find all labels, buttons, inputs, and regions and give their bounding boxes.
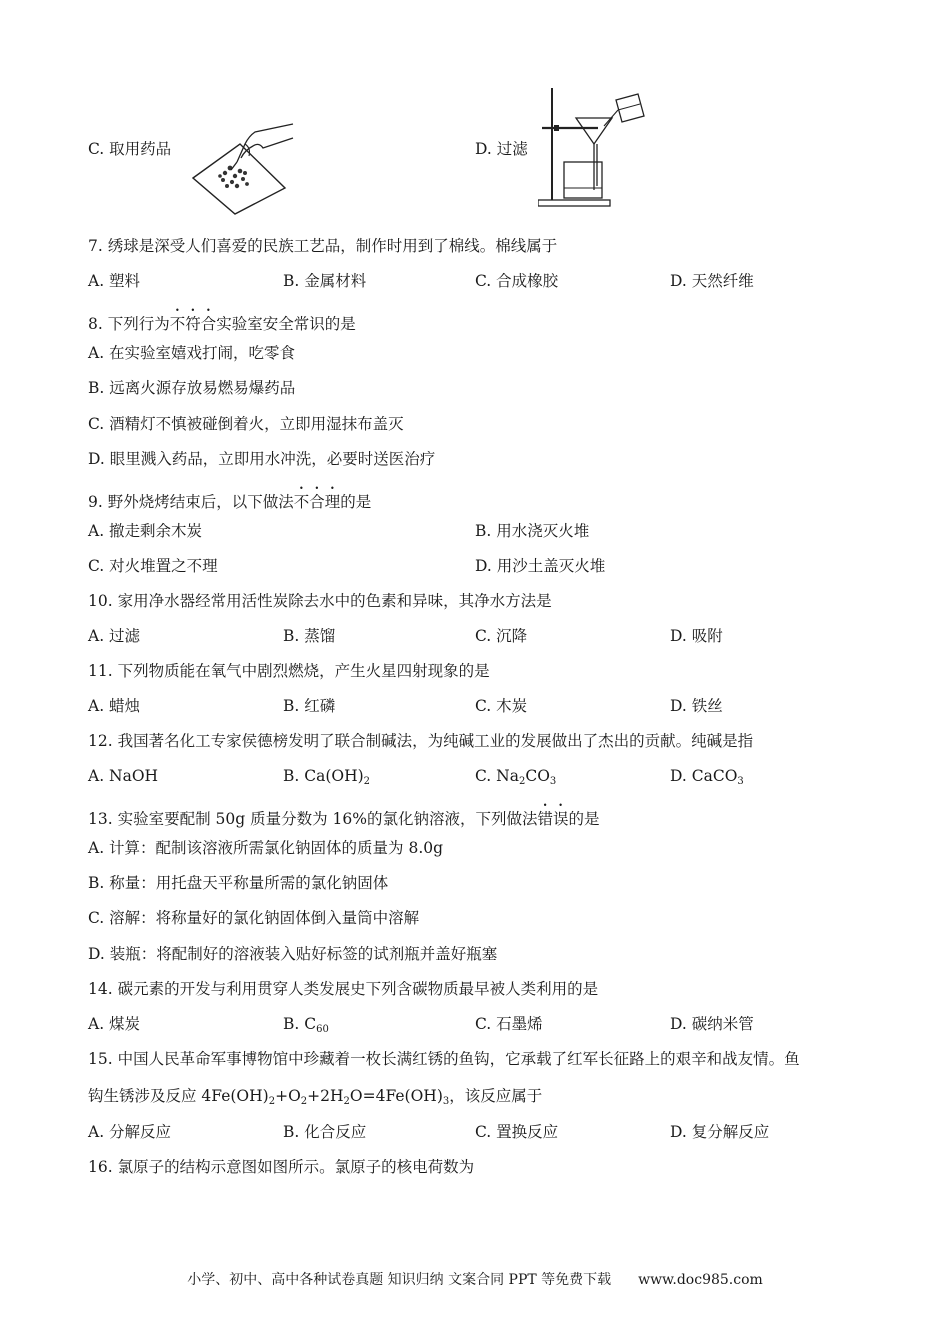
option-d-filtration: D. 过滤 [475, 140, 528, 158]
q15-stem-line1: 15. 中国人民革命军事博物馆中珍藏着一枚长满红锈的鱼钩，它承载了红军长征路上的艰辛和战友情。鱼 [88, 1050, 800, 1068]
q13-stem: 13. 实验室要配制 50g 质量分数为 16%的氯化钠溶液，下列做法错误的是 [88, 810, 600, 828]
q16-stem: 16. 氯原子的结构示意图如图所示。氯原子的核电荷数为 [88, 1158, 475, 1176]
q10-option-d: D. 吸附 [670, 627, 723, 645]
q12-option-a: A. NaOH [88, 767, 159, 785]
q11-stem: 11. 下列物质能在氧气中剧烈燃烧，产生火星四射现象的是 [88, 662, 490, 680]
q10-stem: 10. 家用净水器经常用活性炭除去水中的色素和异味，其净水方法是 [88, 592, 552, 610]
q8-option-a: A. 在实验室嬉戏打闹，吃零食 [88, 344, 296, 362]
q9-emphasis: 不合理 [293, 493, 341, 511]
q7-options [88, 271, 868, 291]
filtration-figure [538, 86, 648, 210]
q15-options [88, 1122, 868, 1142]
q15-option-b: B. 化合反应 [283, 1123, 367, 1141]
q11-option-b: B. 红磷 [283, 697, 336, 715]
q12-option-d: D. CaCO$_3$ [670, 767, 744, 787]
q9-options-row2 [88, 556, 868, 576]
q14-option-d: D. 碳纳米管 [670, 1015, 754, 1033]
q8-option-c: C. 酒精灯不慎被碰倒着火，立即用湿抹布盖灭 [88, 415, 404, 433]
q13-emphasis: 错误 [537, 810, 569, 828]
q10-option-a: A. 过滤 [88, 627, 141, 645]
q15-stem-line2: 钩生锈涉及反应 $4Fe(OH)_2+O_2+2H_2O=4Fe(OH)_3$，该反应属于 [88, 1087, 543, 1107]
q9-options-row1 [88, 521, 868, 541]
q14-option-c: C. 石墨烯 [475, 1015, 543, 1033]
q13-option-d: D. 装瓶：将配制好的溶液装入贴好标签的试剂瓶并盖好瓶塞 [88, 945, 498, 963]
q14-options [88, 1014, 868, 1034]
q12-stem: 12. 我国著名化工专家侯德榜发明了联合制碱法，为纯碱工业的发展做出了杰出的贡献。纯碱是指 [88, 732, 754, 750]
footer-text: 小学、初中、高中各种试卷真题 知识归纳 文案合同 PPT 等免费下载 [187, 1272, 612, 1288]
q7-option-b: B. 金属材料 [283, 272, 367, 290]
q9-option-a: A. 撤走剩余木炭 [88, 522, 203, 540]
q12-options [88, 766, 868, 786]
q15-option-c: C. 置换反应 [475, 1123, 559, 1141]
q7-stem: 7. 绣球是深受人们喜爱的民族工艺品，制作时用到了棉线。棉线属于 [88, 237, 558, 255]
q13-option-c: C. 溶解：将称量好的氯化钠固体倒入量筒中溶解 [88, 909, 420, 927]
q14-option-b: B. $C_{60}$ [283, 1015, 329, 1035]
q8-emphasis: 不符合 [169, 315, 217, 333]
q13-option-b: B. 称量：用托盘天平称量所需的氯化钠固体 [88, 874, 389, 892]
q10-option-b: B. 蒸馏 [283, 627, 336, 645]
q14-option-a: A. 煤炭 [88, 1015, 141, 1033]
q12-option-b: B. $Ca(OH)_2$ [283, 767, 371, 787]
q15-option-a: A. 分解反应 [88, 1123, 172, 1141]
q9-stem: 9. 野外烧烤结束后，以下做法不合理的是 [88, 493, 372, 511]
q8-option-d: D. 眼里溅入药品，立即用水冲洗，必要时送医治疗 [88, 450, 436, 468]
take-reagent-figure [185, 118, 295, 216]
q8-stem: 8. 下列行为不符合实验室安全常识的是 [88, 315, 356, 333]
q10-option-c: C. 沉降 [475, 627, 528, 645]
page-footer [0, 1270, 950, 1290]
option-c-take-reagent: C. 取用药品 [88, 140, 172, 158]
q7-option-a: A. 塑料 [88, 272, 141, 290]
q11-option-d: D. 铁丝 [670, 697, 723, 715]
q12-option-c: C. $Na_2CO_3$ [475, 767, 557, 787]
q7-option-c: C. 合成橡胶 [475, 272, 559, 290]
q9-option-d: D. 用沙土盖灭火堆 [475, 557, 606, 575]
q15-option-d: D. 复分解反应 [670, 1123, 770, 1141]
footer-url[interactable]: www.doc985.com [638, 1272, 763, 1288]
q9-option-b: B. 用水浇灭火堆 [475, 522, 590, 540]
q10-options [88, 626, 868, 646]
q14-stem: 14. 碳元素的开发与利用贯穿人类发展史下列含碳物质最早被人类利用的是 [88, 980, 599, 998]
q11-option-c: C. 木炭 [475, 697, 528, 715]
q7-option-d: D. 天然纤维 [670, 272, 754, 290]
q9-option-c: C. 对火堆置之不理 [88, 557, 218, 575]
q8-option-b: B. 远离火源存放易燃易爆药品 [88, 379, 296, 397]
q13-option-a: A. 计算：配制该溶液所需氯化钠固体的质量为 8.0g [88, 839, 444, 857]
q11-option-a: A. 蜡烛 [88, 697, 141, 715]
q11-options [88, 696, 868, 716]
